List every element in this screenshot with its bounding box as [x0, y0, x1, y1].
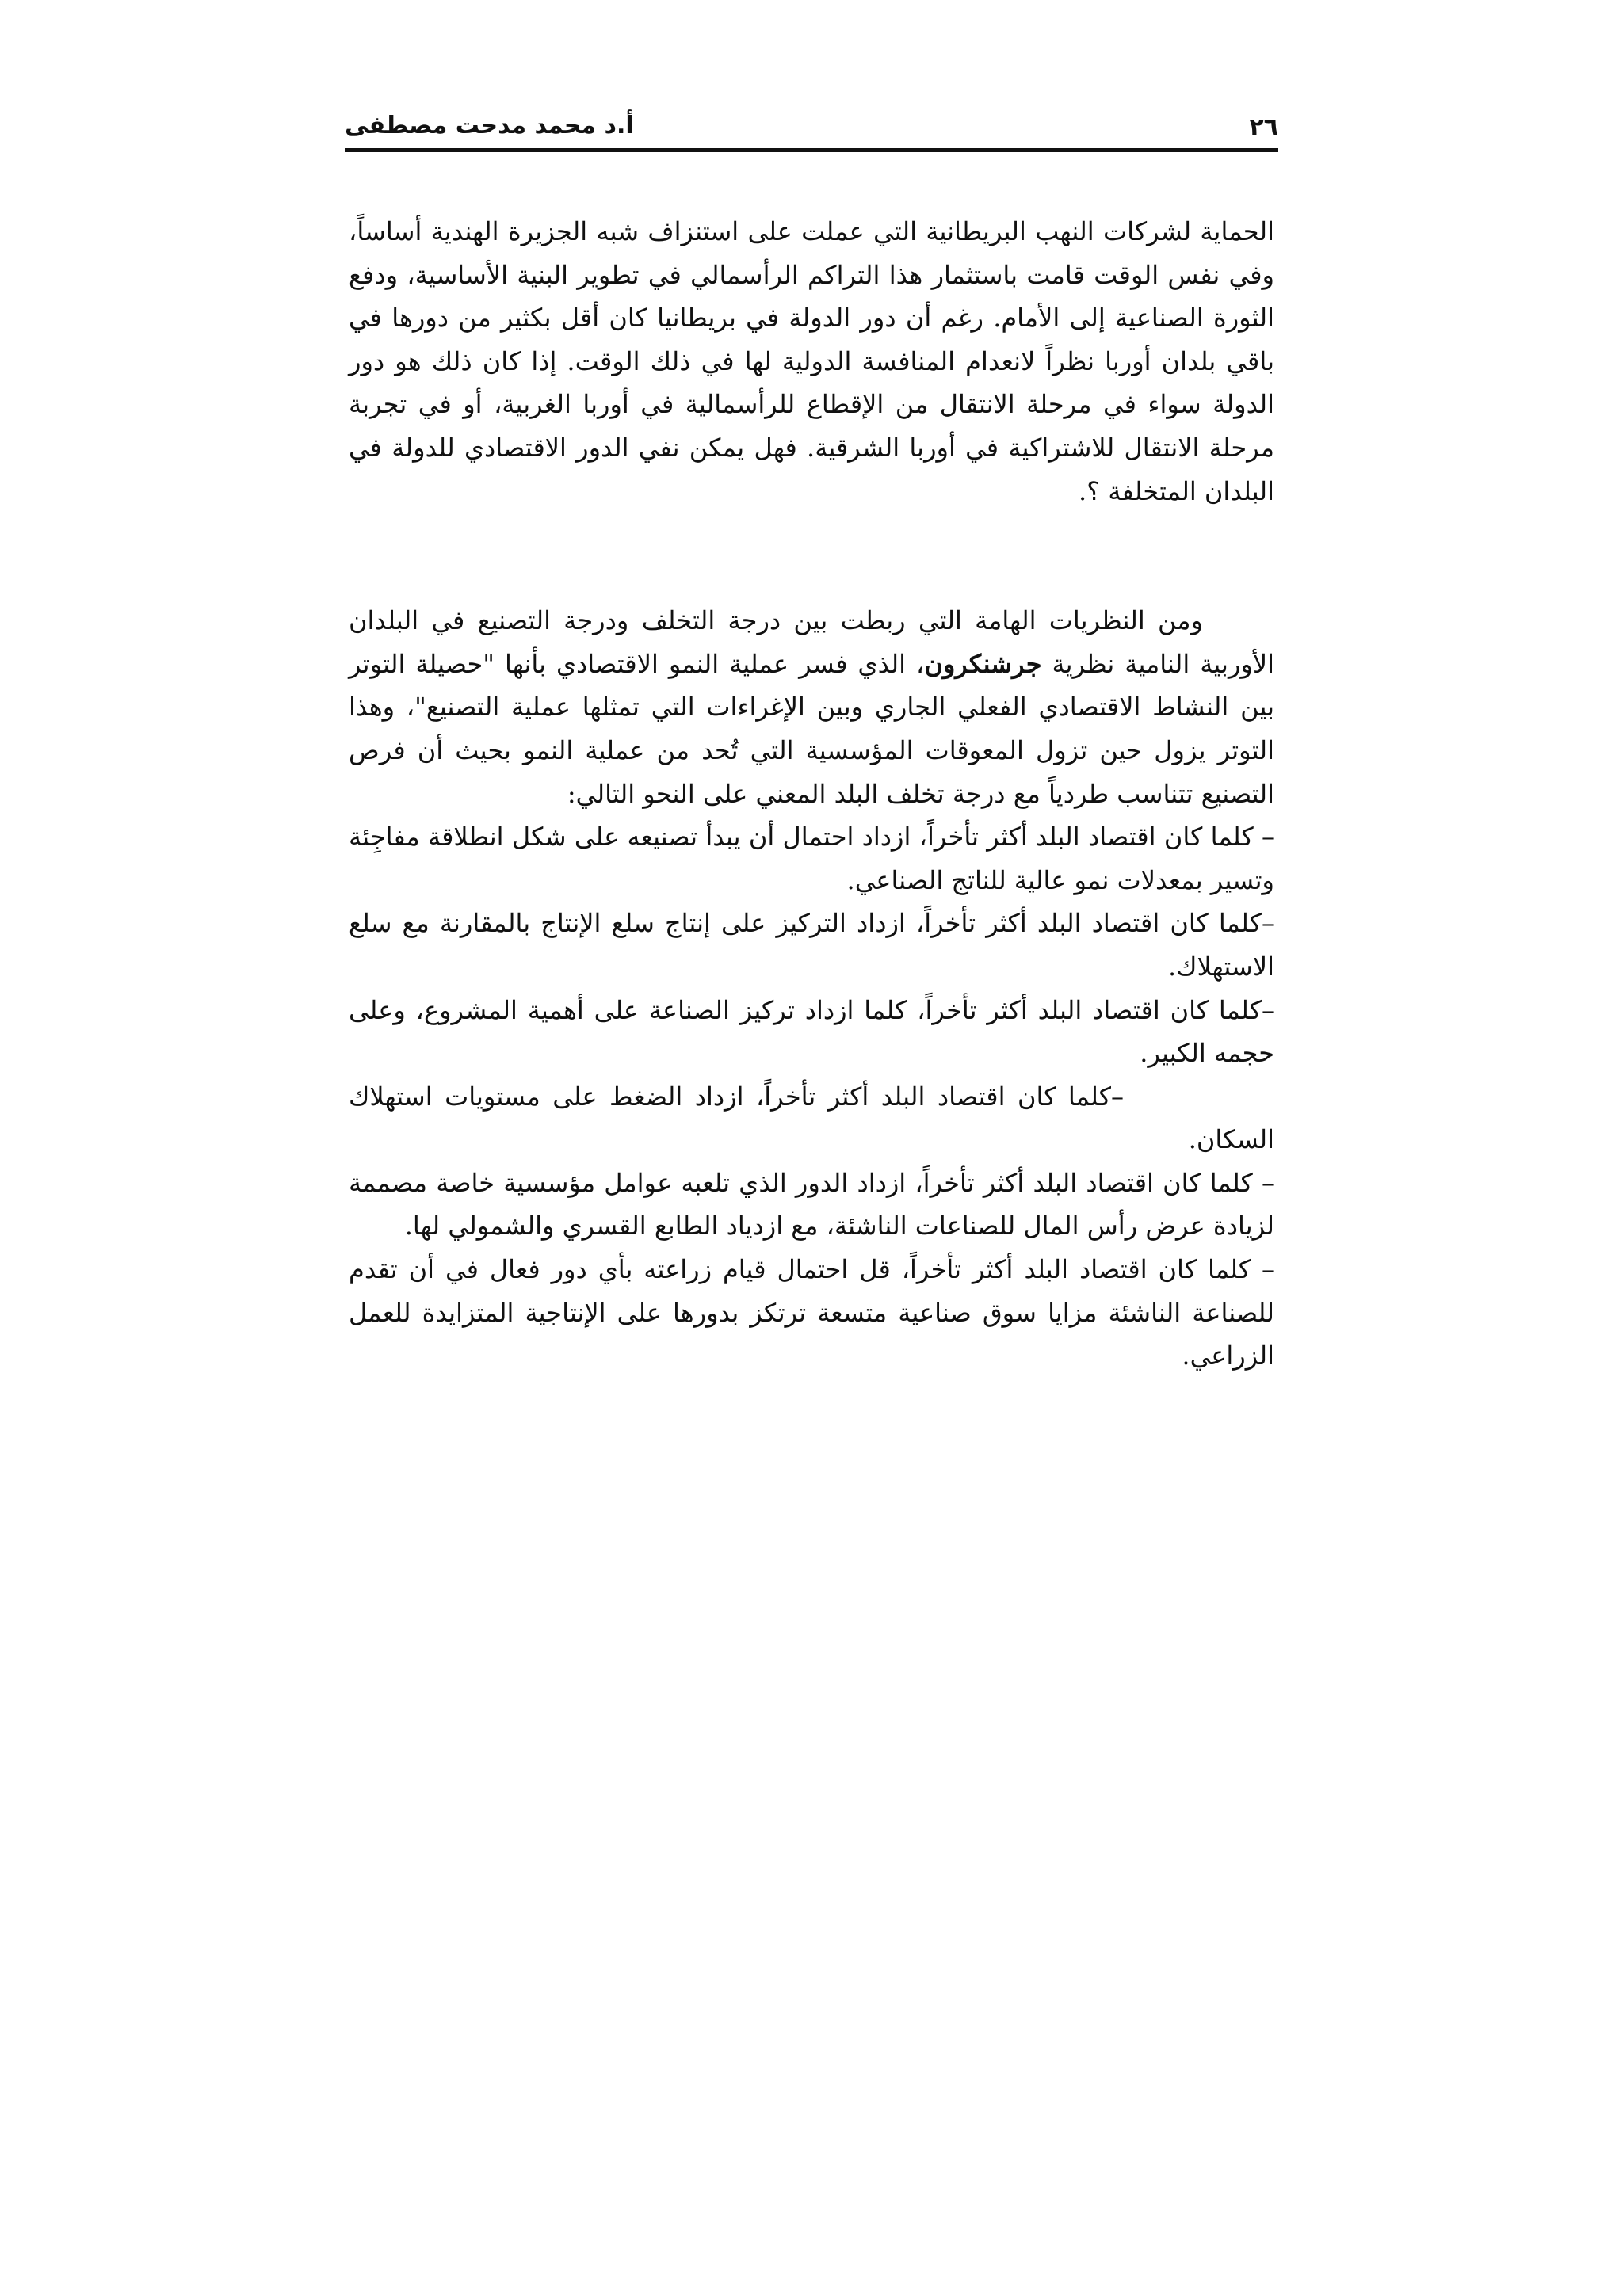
- paragraph-2: [349, 599, 1274, 815]
- author-name: أ.د محمد مدحت مصطفى: [345, 112, 634, 139]
- list-item-2: –كلما كان اقتصاد البلد أكثر تأخراً، ازداد التركيز على إنتاج سلع الإنتاج بالمقارنة مع سلع الاستهلاك.: [349, 908, 1274, 982]
- list-item-5: – كلما كان اقتصاد البلد أكثر تأخراً، ازداد الدور الذي تلعبه عوامل مؤسسية خاصة مصممة لزيادة عرض رأس المال للصناعات الناشئة، مع ازدياد الطابع القسري والشمولي لها.: [349, 1167, 1274, 1241]
- paragraph-2-end: ، الذي فسر عملية النمو الاقتصادي بأنها "حصيلة التوتر بين النشاط الاقتصادي الفعلي الجاري وبين الإغراءات التي تمثلها عملية التصنيع"، وهذا التوتر يزول حين تزول المعوقات المؤسسية التي تُحد من عملية النمو بحيث أن فرص التصنيع تتناسب طردياً مع درجة تخلف البلد المعني على النحو التالي:: [349, 648, 1275, 809]
- paragraph-1: الحماية لشركات النهب البريطانية التي عملت على استنزاف شبه الجزيرة الهندية أساساً، وفي نفس الوقت قامت باستثمار هذا التراكم الرأسمالي في تطوير البنية الأساسية، ودفع الثورة الصناعية إلى الأمام. رغم أن دور الدولة في بريطانيا كان أقل بكثير من دورها في باقي بلدان أوربا نظراً لانعدام المنافسة الدولية لها في ذلك الوقت. إذا كان ذلك هو دور الدولة سواء في مرحلة الانتقال من الإقطاع للرأسمالية في أوربا الغربية، أو في تجربة مرحلة الانتقال للاشتراكية في أوربا الشرقية. فهل يمكن نفي الدور الاقتصادي للدولة في البلدان المتخلفة ؟.: [349, 216, 1275, 506]
- list-item-1: – كلما كان اقتصاد البلد أكثر تأخراً، ازداد احتمال أن يبدأ تصنيعه على شكل انطلاقة مفاجِئة وتسير بمعدلات نمو عالية للناتج الصناعي.: [349, 822, 1274, 895]
- list-item-4: –كلما كان اقتصاد البلد أكثر تأخراً، ازداد الضغط على مستويات استهلاك السكان.: [349, 1081, 1274, 1155]
- page-number: ٢٦: [1249, 113, 1278, 141]
- header-rule: [345, 148, 1278, 152]
- body-text: [349, 210, 1274, 1378]
- list-item-6: – كلما كان اقتصاد البلد أكثر تأخراً، قل احتمال قيام زراعته بأي دور فعال في أن تقدم للصناعة الناشئة مزايا سوق صناعية متسعة ترتكز بدورها على الإنتاجية المتزايدة للعمل الزراعي.: [349, 1254, 1274, 1371]
- list-item-3: –كلما كان اقتصاد البلد أكثر تأخراً، كلما ازداد تركيز الصناعة على أهمية المشروع، وعلى حجمه الكبير.: [349, 994, 1274, 1069]
- running-header: [345, 107, 1278, 153]
- theorist-name: جرشنكرون: [924, 648, 1042, 679]
- paragraph-2-start: ومن النظريات الهامة التي ربطت بين درجة التخلف ودرجة التصنيع في البلدان الأوربية النامية نظرية: [349, 605, 1275, 679]
